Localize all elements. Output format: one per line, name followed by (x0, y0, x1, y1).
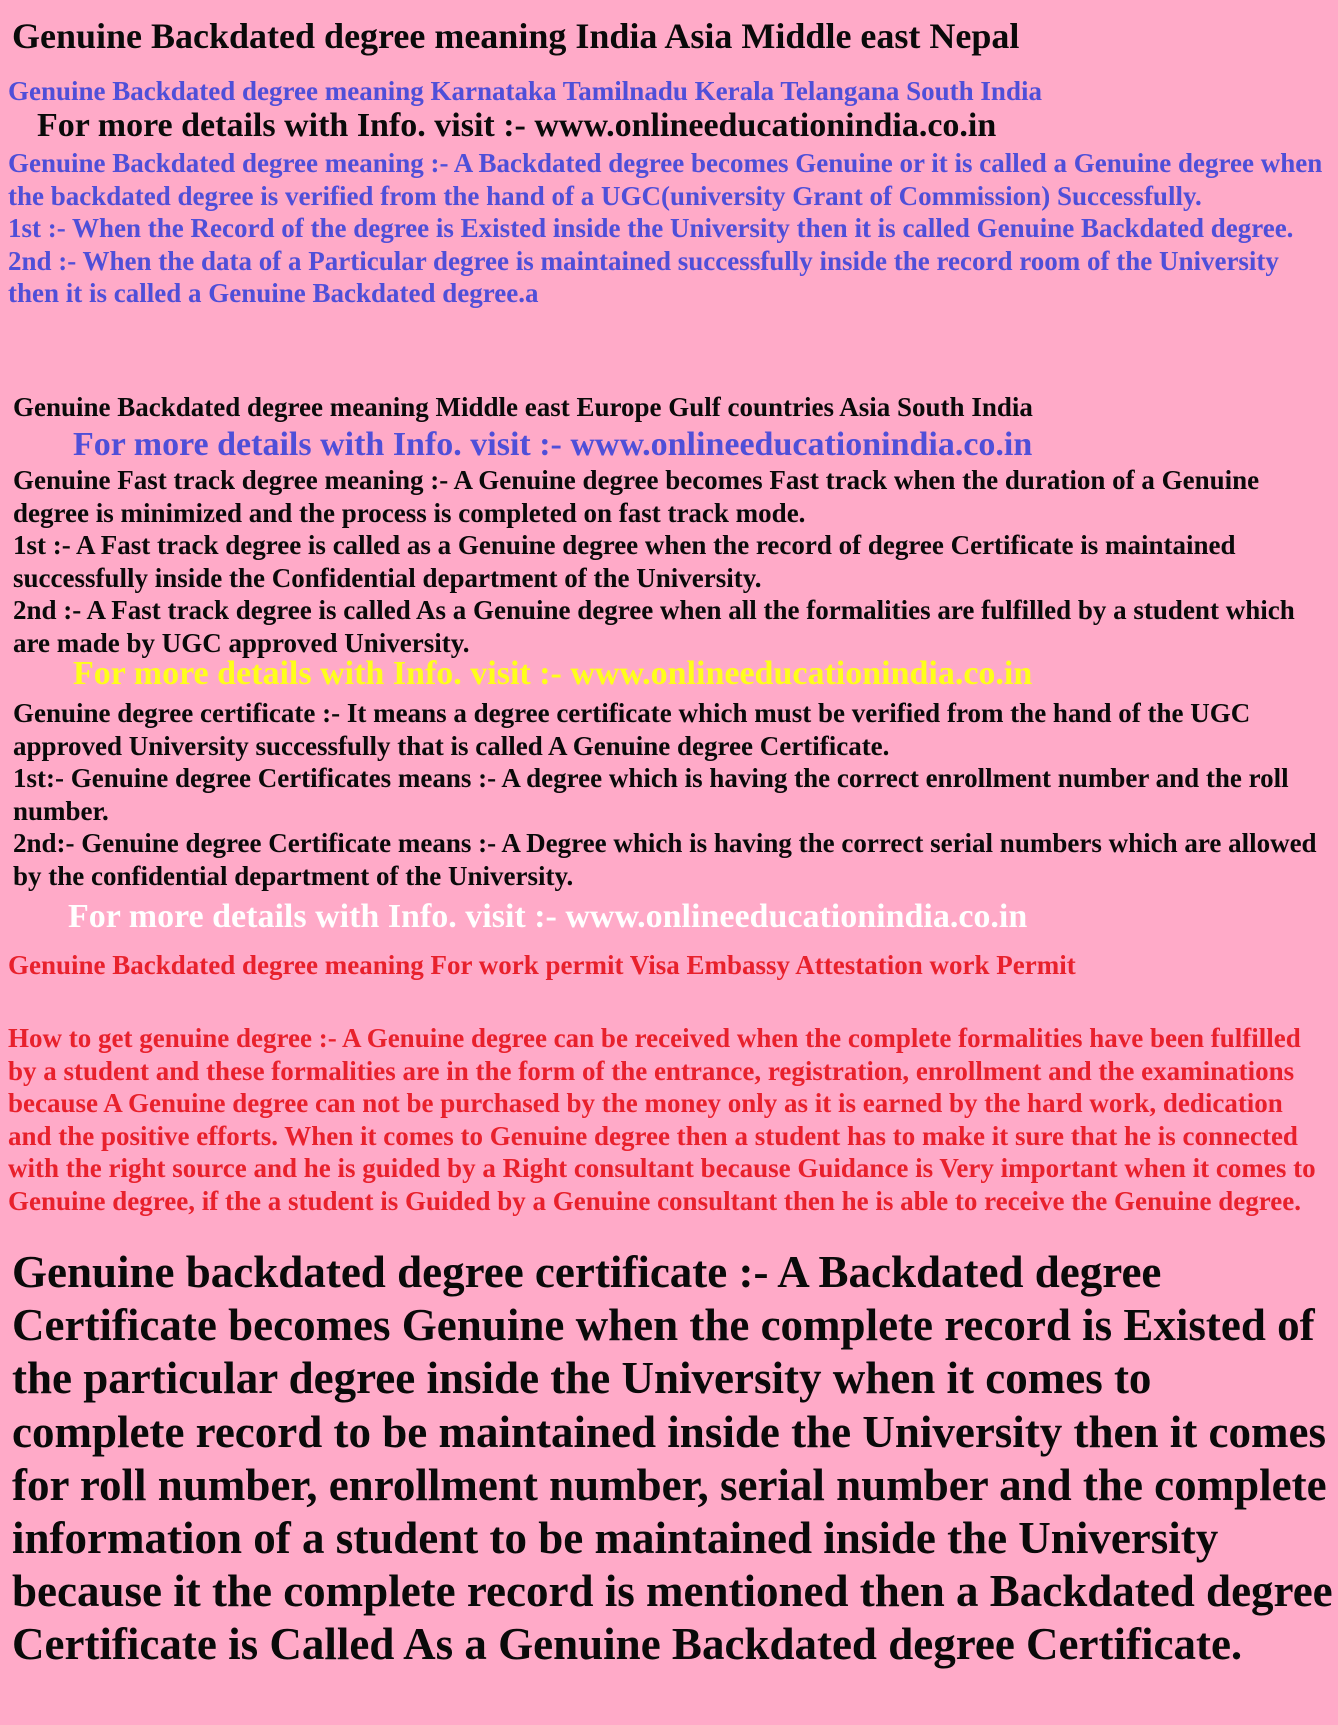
section2-info-link: For more details with Info. visit :- www.onlineeducationindia.co.in (73, 426, 1033, 463)
section4-info-link: For more details with Info. visit :- www.onlineeducationindia.co.in (68, 898, 1028, 935)
section1-line: 2nd :- When the data of a Particular degree is maintained successfully inside the record room of the University then it is called a Genuine Backdated degree.a (8, 245, 1279, 308)
section2-subtitle: Genuine Backdated degree meaning Middle east Europe Gulf countries Asia South India (13, 392, 1033, 422)
section4-body: How to get genuine degree :- A Genuine degree can be received when the complete formalities have been fulfilled by a student and these formalities are in the form of the entrance, registration, enrollment and the examinations because A Genuine degree can not be purchased by the money only as it is earned by the hard work, dedication and the positive efforts. When it comes to Genuine degree then a student has to make it sure that he is connected with the right source and he is guided by a Right consultant because Guidance is Very important when it comes to Genuine degree, if the a student is Guided by a Genuine consultant then he is able to receive the Genuine degree. (8, 1023, 1316, 1216)
section1-body (8, 147, 1333, 310)
section3-line: 1st:- Genuine degree Certificates means :- A degree which is having the correct enrollment number and the roll number. (13, 763, 1289, 826)
section3-info-link: For more details with Info. visit :- www.onlineeducationindia.co.in (73, 655, 1033, 692)
section5-body: Genuine backdated degree certificate :- A Backdated degree Certificate becomes Genuine when the complete record is Existed of the particular degree inside the University when it comes to complete record to be maintained inside the University then it comes for roll number, enrollment number, serial number and the complete information of a student to be maintained inside the University because it the complete record is mentioned then a Backdated degree Certificate is Called As a Genuine Backdated degree Certificate. (12, 1247, 1333, 1670)
page-title: Genuine Backdated degree meaning India Asia Middle east Nepal (12, 16, 1020, 56)
section1-line: Genuine Backdated degree meaning :- A Backdated degree becomes Genuine or it is called a Genuine degree when the backdated degree is verified from the hand of a UGC(university Grant of Commission) Successfully. (8, 148, 1323, 211)
section3-body (13, 697, 1336, 892)
section1-subtitle: Genuine Backdated degree meaning Karnataka Tamilnadu Kerala Telangana South India (8, 76, 1042, 106)
section3-line: 2nd:- Genuine degree Certificate means :- A Degree which is having the correct serial numbers which are allowed by the confidential department of the University. (13, 828, 1317, 891)
section1-info-link: For more details with Info. visit :- www.onlineeducationindia.co.in (37, 107, 997, 144)
section4-subtitle: Genuine Backdated degree meaning For work permit Visa Embassy Attestation work Permit (8, 950, 1076, 980)
section1-line: 1st :- When the Record of the degree is Existed inside the University then it is called Genuine Backdated degree. (8, 213, 1294, 243)
section2-line: 2nd :- A Fast track degree is called As a Genuine degree when all the formalities are fulfilled by a student which are made by UGC approved University. (13, 595, 1295, 658)
section3-line: Genuine degree certificate :- It means a degree certificate which must be verified from the hand of the UGC approved University successfully that is called A Genuine degree Certificate. (13, 698, 1251, 761)
section2-line: Genuine Fast track degree meaning :- A Genuine degree becomes Fast track when the duration of a Genuine degree is minimized and the process is completed on fast track mode. (13, 465, 1260, 528)
section2-line: 1st :- A Fast track degree is called as a Genuine degree when the record of degree Certificate is maintained successfully inside the Confidential department of the University. (13, 530, 1236, 593)
section2-body (13, 464, 1336, 659)
